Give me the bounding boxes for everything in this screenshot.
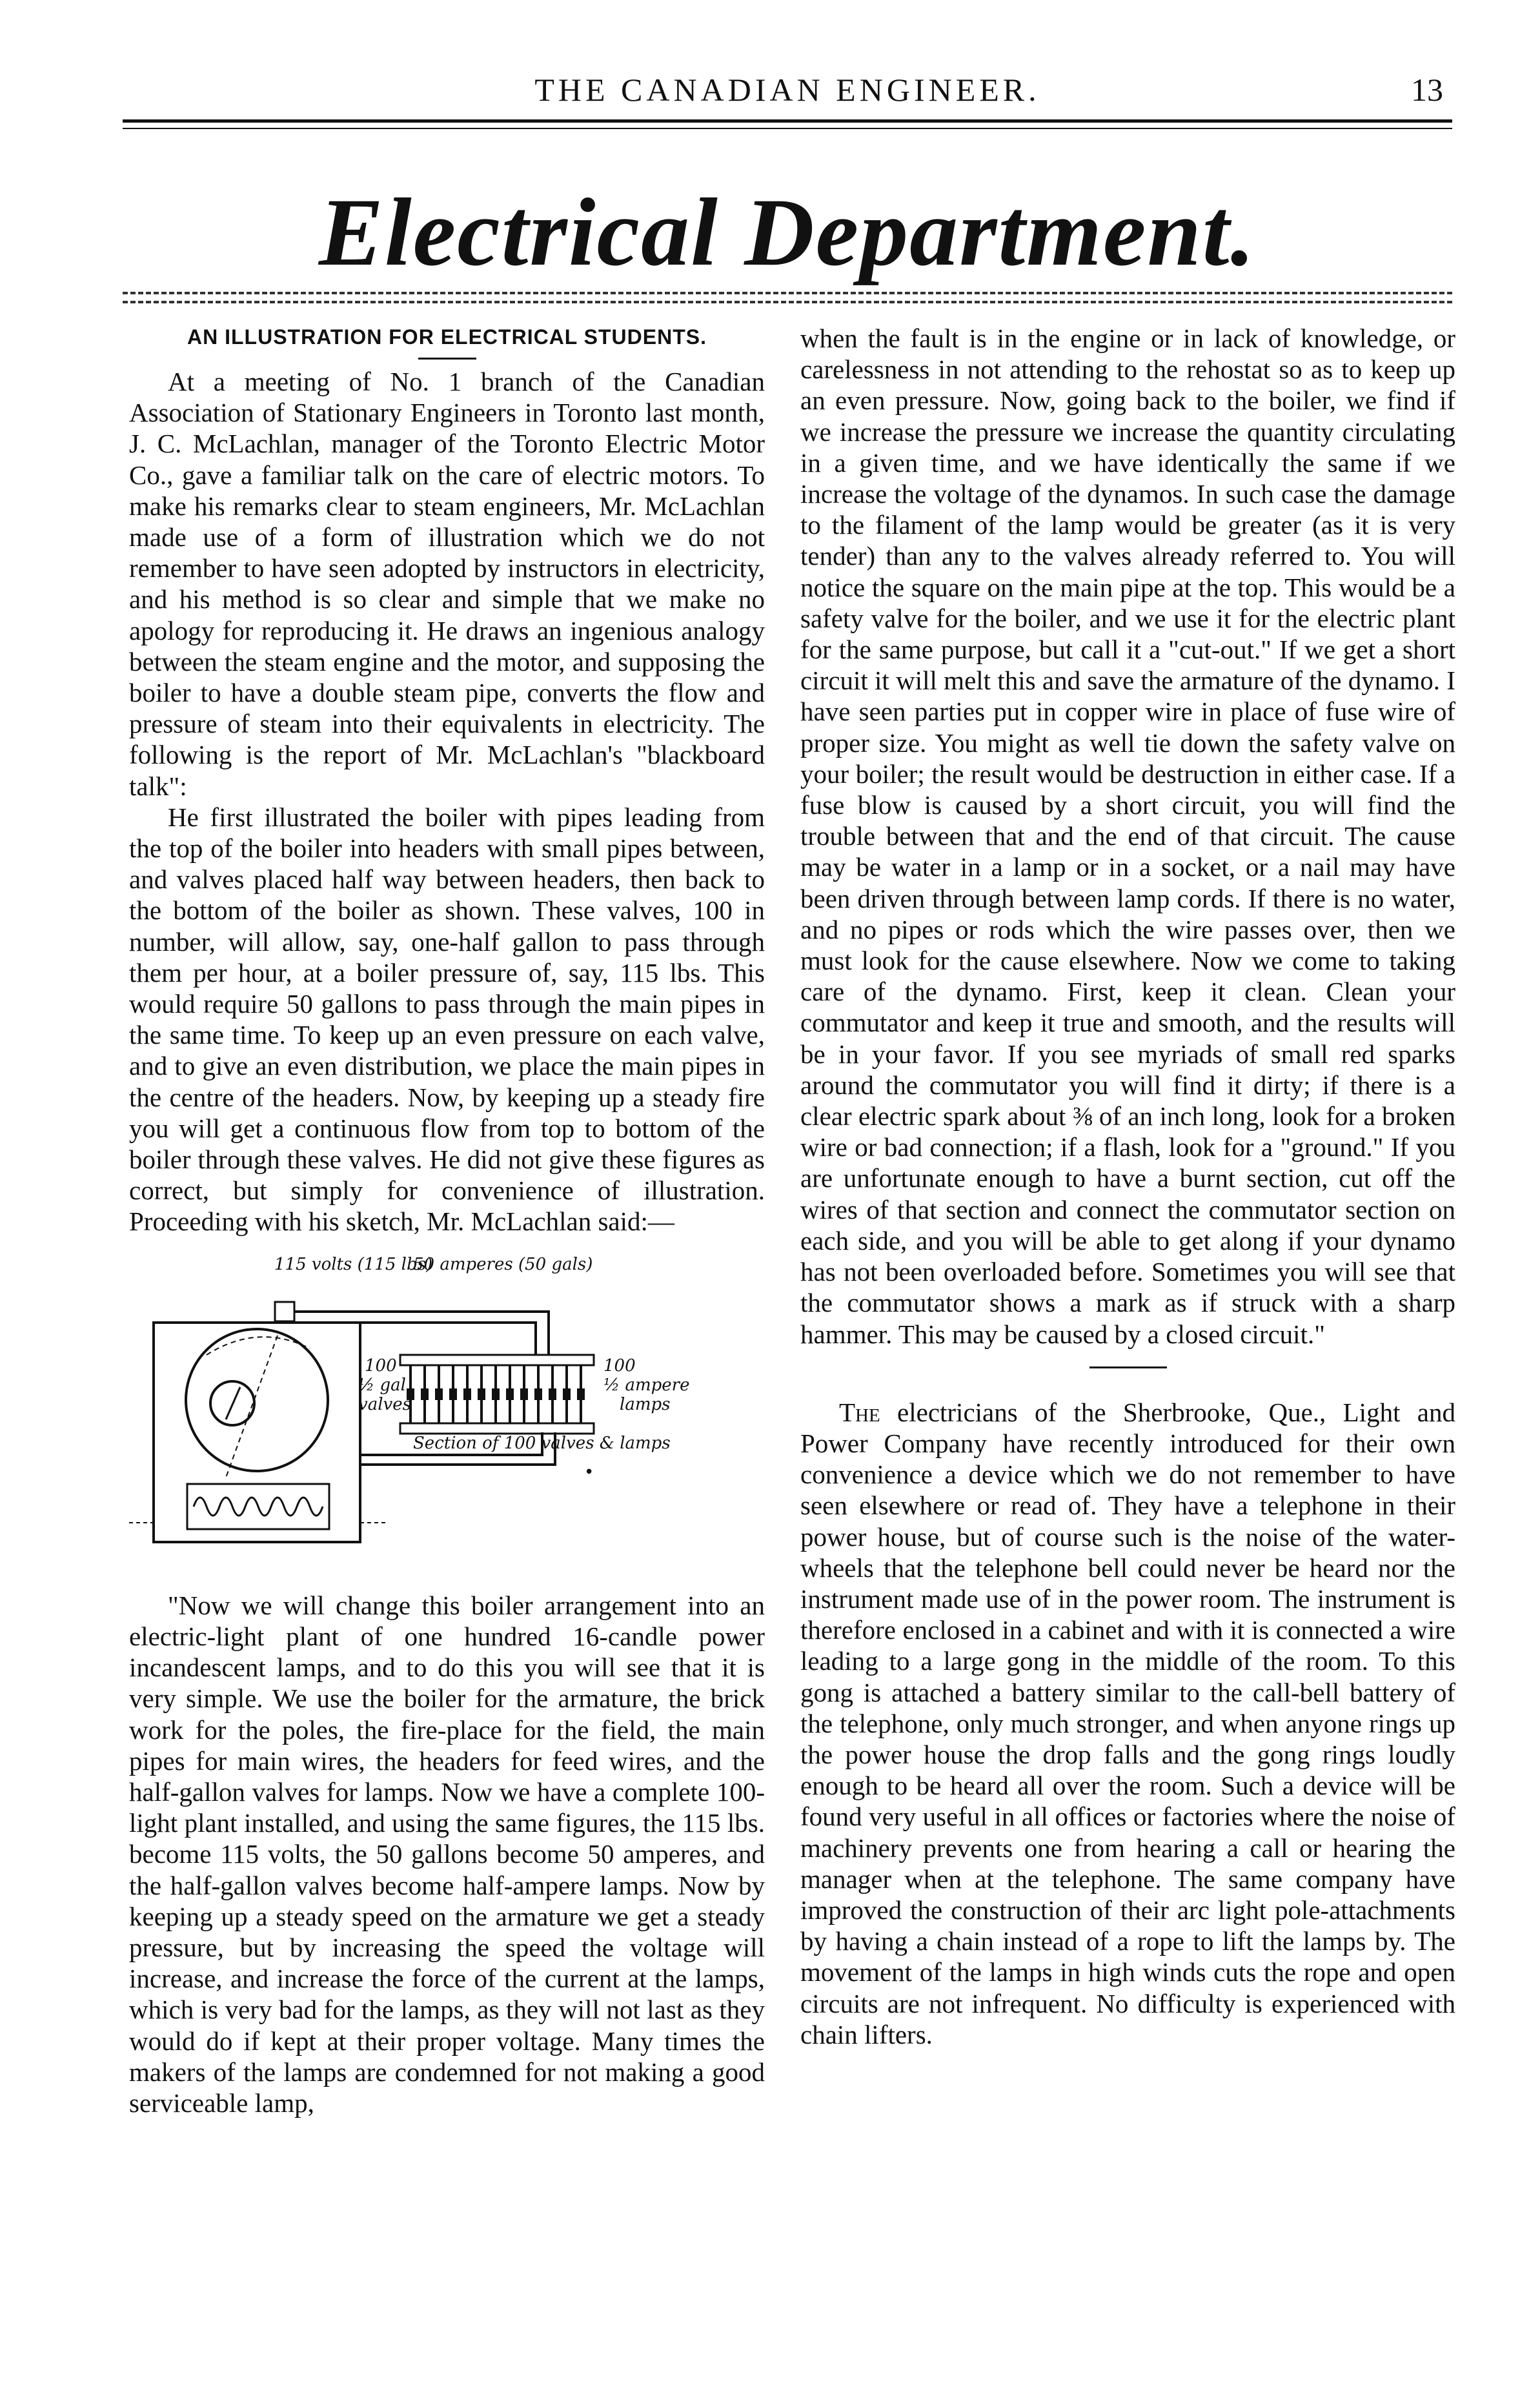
article-paragraph-3: "Now we will change this boiler arrangement into an electric-light plant of one hundred 16-candle power incandescent lamps, and to do this you will see that it is very simple. We use the boiler for the armature, the brick work for the poles, the fire-place for the field, the main pipes for main wires, the headers for feed wires, and the half-gallon valves for lamps. Now we have a complete 100-light plant installed, and using the same figures, the 115 lbs. become 115 volts, the 50 gallons become 50 amperes, and the half-gallon valves become half-ampere lamps. Now by keeping up a steady speed on the armature we get a steady pressure, but by increasing the speed the voltage will increase, and increase the force of the current at the lamps, which is very bad for the lamps, as they will not last as they would do if kept at their proper voltage. Many times the makers of the lamps are condemned for not making a good serviceable lamp, [129, 1590, 765, 2118]
sherbrooke-text: electricians of the Sherbrooke, Que., Light and Power Company have recently introduced for their own convenience a device which we do not remember to have seen elsewhere or read of. They have a telephone in their power house, but of course such is the noise of the water-wheels that the telephone bell could never be heard nor the instrument made use of in the power room. The instrument is therefore enclosed in a cabinet and with it is connected a wire leading to a large gong in the middle of the room. To this gong is attached a battery similar to the call-bell battery of the telephone, only much stronger, and when anyone rings up the power house the drop falls and the gong rings loudly enough to be heard all over the room. Such a device will be found very useful in all offices or factories where the noise of machinery prevents one from hearing a call or hearing the manager when at the telephone. The same company have improved the construction of their arc light pole-attachments by having a chain instead of a rope to lift the lamps by. The movement of the lamps in high winds cuts the rope and open circuits are not infrequent. No difficulty is experienced with chain lifters. [800, 1397, 1455, 2049]
header-rule-thick [123, 119, 1452, 123]
valve-marks [407, 1388, 585, 1400]
right-column [800, 323, 1455, 2050]
main-pipe-top-outer [294, 1312, 549, 1355]
article-heading: AN ILLUSTRATION FOR ELECTRICAL STUDENTS. [187, 325, 707, 349]
sketch-dot: • [584, 1462, 594, 1482]
page-number: 13 [1411, 72, 1443, 108]
header-rule-thin [123, 128, 1452, 129]
article-paragraph-1: At a meeting of No. 1 branch of the Canadian Association of Stationary Engineers in Toronto last month, J. C. McLachlan, manager of the Toronto Electric Motor Co., gave a familiar talk on the care of electric motors. To make his remarks clear to steam engineers, Mr. McLachlan made use of a form of illustration which we do not remember to have seen adopted by instructors in electricity, and his method is so clear and simple that we make no apology for reproducing it. He draws an ingenious analogy between the steam engine and the motor, and supposing the boiler to have a double steam pipe, converts the flow and pressure of steam into their equivalents in electricity. The following is the report of Mr. McLachlan's "blackboard talk": [129, 367, 765, 801]
sherbrooke-paragraph [800, 1397, 1455, 2050]
safety-valve-cutout [275, 1302, 294, 1321]
label-valves-count: 100 [365, 1356, 397, 1376]
header-bottom [400, 1423, 594, 1434]
article-continuation: when the fault is in the engine or in lack of knowledge, or carelessness in not attending to the rehostat so as to keep up an even pressure. Now, going back to the boiler, we find if we increase the pressure we increase the quantity circulating in a given time, and we have identically the same if we increase the voltage of the dynamos. In such case the damage to the filament of the lamp would be greater (as it is very tender) than any to the valves already referred to. You will notice the square on the main pipe at the top. This would be a safety valve for the boiler, and we use it for the electric plant for the same purpose, but call it a "cut-out." If we get a short circuit it will melt this and save the armature of the dynamo. I have seen parties put in copper wire in place of fuse wire of proper size. You might as well tie down the safety valve on your boiler; the result would be destruction in either case. If a fuse blow is caused by a short circuit, you will find the trouble between that and the end of that circuit. The cause may be water in a lamp or in a socket, or a nail may have been driven through between lamp cords. If there is no water, and no pipes or rods which the wire passes over, then we must look for the cause elsewhere. Now we come to taking care of the dynamo. First, keep it clean. Clean your commutator and keep it true and smooth, and the results will be in your favor. If you see myriads of small red sparks around the commutator you will find it dirty; if there is a clear electric spark about ⅜ of an inch long, look for a broken wire or bad connection; if a flash, look for a "ground." If you are unfortunate enough to have a burnt section, cut off the wires of that section and connect the commutator section on each side, and you will be able to get along if your dynamo has not been overloaded before. Sometimes you will see that the commutator shows a mark as if struck with a sharp hammer. This may be caused by a closed circuit." [800, 323, 1455, 1349]
running-title: THE CANADIAN ENGINEER. [534, 72, 1040, 108]
boiler-circuit-sketch [129, 1245, 765, 1574]
sherbrooke-lead-word: The [839, 1397, 880, 1427]
label-valves-size: ½ gal. [358, 1375, 412, 1395]
label-section: Section of 100 valves & lamps [413, 1433, 671, 1453]
left-column [129, 323, 765, 2118]
label-valves-word: valves [358, 1394, 411, 1414]
steam-flow-diagonal [226, 1336, 278, 1478]
article-paragraph-2: He first illustrated the boiler with pipes leading from the top of the boiler into headers with small pipes between, and valves placed half way between headers, then back to the bottom of the boiler as shown. These valves, 100 in number, will allow, say, one-half gallon to pass through them per hour, at a boiler pressure of, say, 115 lbs. This would require 50 gallons to pass through the main pipes in the same time. To keep up an even pressure on each valve, and to give an even distribution, we place the main pipes in the centre of the headers. Now, by keeping up a steady fire you will get a continuous flow from top to bottom of the boiler through these valves. He did not give these figures as correct, but simply for convenience of illustration. Proceeding with his sketch, Mr. McLachlan said:— [129, 802, 765, 1237]
header-top [400, 1355, 594, 1365]
running-header [123, 39, 1452, 110]
sketch-svg [129, 1245, 765, 1574]
department-masthead: Electrical Department. [318, 179, 1257, 286]
label-lamps-size: ½ ampere [603, 1375, 690, 1395]
main-pipe-top-inner [294, 1323, 536, 1355]
heading-rule [418, 358, 476, 360]
masthead-rule-bottom [123, 301, 1452, 303]
label-amperes: 50 amperes (50 gals) [413, 1254, 593, 1274]
label-volts: 115 volts (115 lbs) [274, 1254, 433, 1274]
article-end-rule [1089, 1366, 1167, 1368]
masthead-rule-top [123, 292, 1452, 294]
boiler-inner-stroke [226, 1387, 240, 1419]
boiler-armature [186, 1329, 328, 1471]
field-coil [194, 1498, 323, 1516]
label-lamps-word: lamps [620, 1394, 671, 1414]
label-lamps-count: 100 [603, 1356, 636, 1376]
